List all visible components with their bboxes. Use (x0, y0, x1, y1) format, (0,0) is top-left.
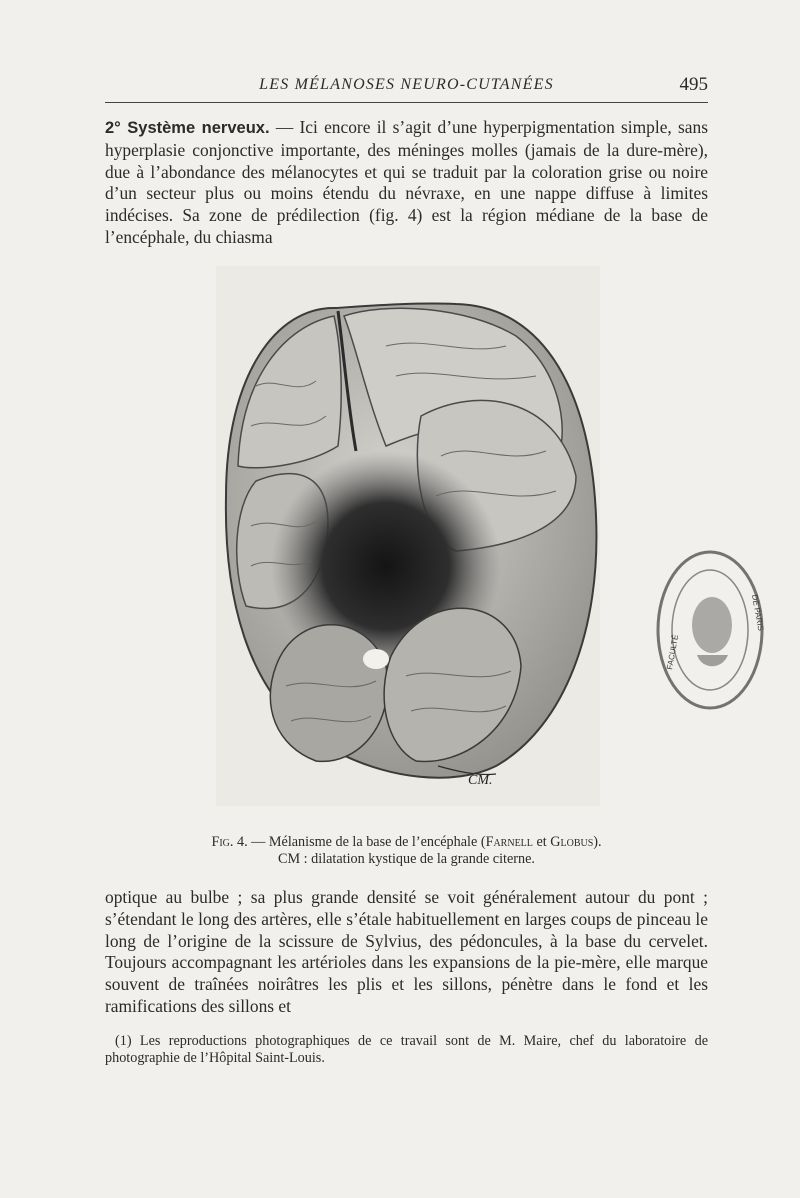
figure-caption (105, 834, 708, 868)
brain-drawing (216, 266, 600, 806)
running-header (105, 74, 708, 100)
page-number: 495 (679, 74, 708, 95)
section-lead: 2° Système nerveux. (105, 119, 270, 137)
caption-dash: — Mélanisme de la base de l’encéphale ( (247, 834, 486, 850)
caption-author-1: Farnell (485, 834, 533, 850)
footnote: (1) Les reproductions photographiques de ce travail sont de M. Maire, chef du laboratoire de photographie de l’Hôpital Saint-Louis. (105, 1033, 708, 1066)
figure-brain-base-illustration (216, 266, 600, 806)
caption-close: ). (593, 834, 602, 850)
caption-and: et (532, 834, 551, 850)
caption-line-1 (105, 834, 708, 851)
figure-label: CM. (468, 773, 493, 788)
svg-text:DE PARIS: DE PARIS (750, 593, 766, 632)
caption-author-2: Globus (550, 834, 594, 850)
caption-prefix: Fig. 4. (211, 834, 248, 850)
paragraph-continuation: optique au bulbe ; sa plus grande densité se voit généralement autour du pont ; s’étendant le long des artères, elle s’étale habituellement en larges coups de pinceau le long de l’origine de la scissure de Sylvius, des pédoncules, à la base du cervelet. Toujours accompagnant les artérioles dans les expansions de la pie-mère, elle marque souvent de traînées noirâtres les plis et les sillons, pénètre dans le fond et les ramifications des sillons et (105, 887, 708, 1016)
header-rule (105, 102, 708, 103)
running-title: LES MÉLANOSES NEURO-CUTANÉES (259, 76, 554, 93)
paragraph-systeme-nerveux (105, 117, 708, 249)
svg-text:FACULTÉ: FACULTÉ (665, 633, 681, 671)
paragraph-1-text: — Ici encore il s’agit d’une hyperpigmentation simple, sans hyperplasie conjonctive importante, des méninges molles (jamais de la dure-mère), due à l’abondance des mélanocytes et qui se traduit par la coloration grise ou noire d’un secteur plus ou moins étendu du névraxe, en une nappe diffuse à limites indécises. Sa zone de prédilection (fig. 4) est la région médiane de la base de l’encéphale, du chiasma (105, 117, 708, 247)
caption-line-2: CM : dilatation kystique de la grande citerne. (278, 851, 535, 867)
stamp-seal-icon (652, 545, 768, 715)
library-stamp (652, 545, 768, 715)
